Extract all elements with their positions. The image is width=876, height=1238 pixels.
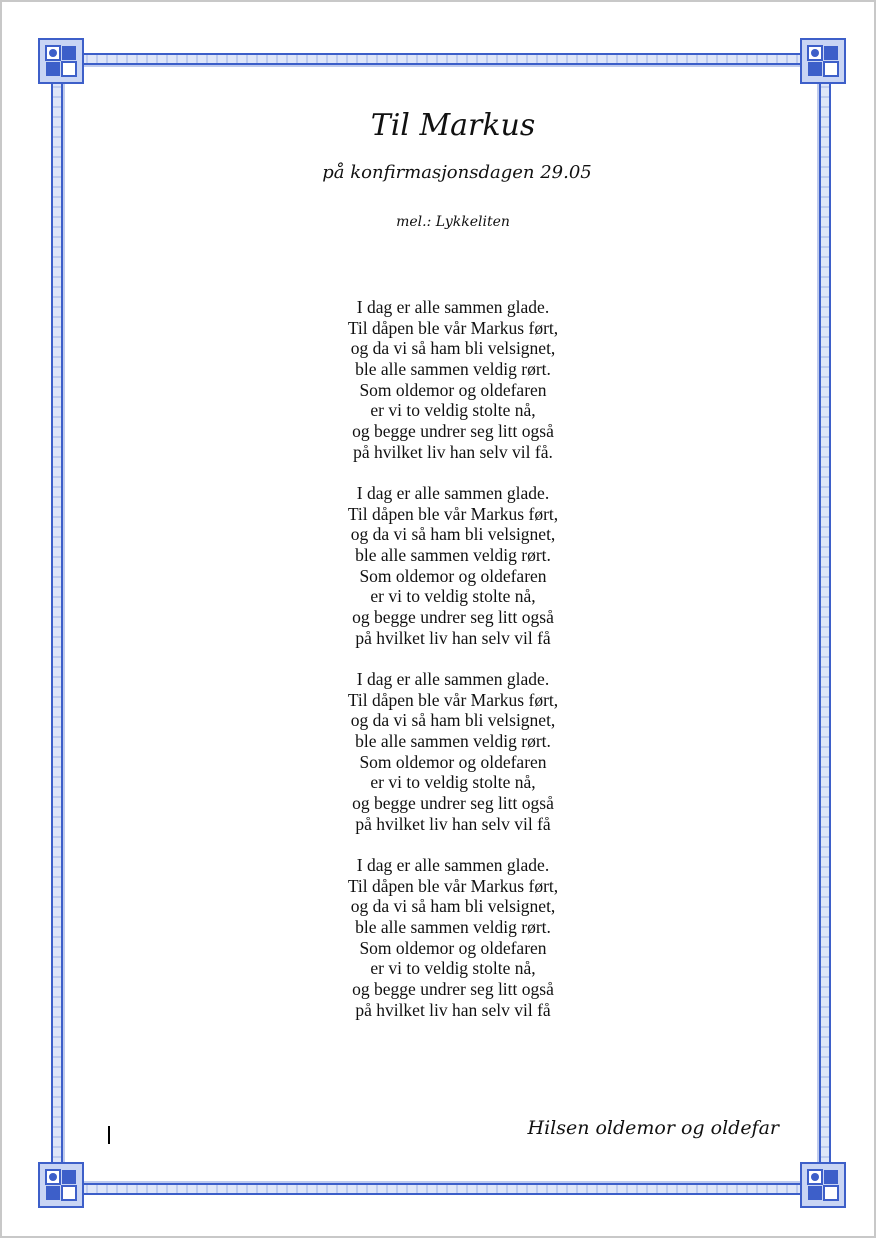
poem-line: på hvilket liv han selv vil få: [355, 999, 551, 1020]
poem-line: og da vi så ham bli velsignet,: [350, 524, 556, 545]
poem-line: ble alle sammen veldig rørt.: [355, 359, 551, 380]
poem-line: på hvilket liv han selv vil få: [355, 813, 551, 834]
poem-stanza: [2, 669, 876, 835]
melody-note: mel.: Lykkeliten: [396, 214, 510, 230]
poem-line: og begge undrer seg litt også: [352, 979, 554, 1000]
document-subtitle: på konfirmasjonsdagen 29.05: [322, 162, 592, 183]
poem-stanza: [2, 855, 876, 1021]
poem-line: på hvilket liv han selv vil få.: [353, 441, 553, 462]
poem-line: ble alle sammen veldig rørt.: [355, 917, 551, 938]
poem-body: [2, 297, 876, 1041]
poem-line: Som oldemor og oldefaren: [359, 565, 547, 586]
poem-line: er vi to veldig stolte nå,: [370, 586, 536, 607]
poem-line: på hvilket liv han selv vil få: [355, 627, 551, 648]
poem-line: Som oldemor og oldefaren: [359, 379, 547, 400]
poem-line: Til dåpen ble vår Markus ført,: [347, 317, 559, 338]
poem-line: er vi to veldig stolte nå,: [370, 400, 536, 421]
poem-line: og begge undrer seg litt også: [352, 607, 554, 628]
poem-line: ble alle sammen veldig rørt.: [355, 731, 551, 752]
poem-line: er vi to veldig stolte nå,: [370, 958, 536, 979]
poem-line: og begge undrer seg litt også: [352, 793, 554, 814]
poem-stanza: [2, 297, 876, 463]
poem-line: og begge undrer seg litt også: [352, 421, 554, 442]
poem-line: og da vi så ham bli velsignet,: [350, 338, 556, 359]
poem-line: er vi to veldig stolte nå,: [370, 772, 536, 793]
poem-line: I dag er alle sammen glade.: [356, 669, 550, 689]
poem-line: Til dåpen ble vår Markus ført,: [347, 875, 559, 896]
poem-line: Som oldemor og oldefaren: [359, 937, 547, 958]
document-title: Til Markus: [370, 108, 536, 143]
poem-stanza: [2, 483, 876, 649]
signature: Hilsen oldemor og oldefar: [527, 1117, 779, 1139]
poem-line: Til dåpen ble vår Markus ført,: [347, 689, 559, 710]
poem-line: Som oldemor og oldefaren: [359, 751, 547, 772]
poem-line: og da vi så ham bli velsignet,: [350, 710, 556, 731]
poem-line: Til dåpen ble vår Markus ført,: [347, 503, 559, 524]
poem-line: og da vi så ham bli velsignet,: [350, 896, 556, 917]
poem-line: I dag er alle sammen glade.: [356, 855, 550, 875]
poem-line: ble alle sammen veldig rørt.: [355, 545, 551, 566]
poem-line: I dag er alle sammen glade.: [356, 483, 550, 503]
poem-line: I dag er alle sammen glade.: [356, 297, 550, 317]
text-cursor: [108, 1126, 110, 1144]
